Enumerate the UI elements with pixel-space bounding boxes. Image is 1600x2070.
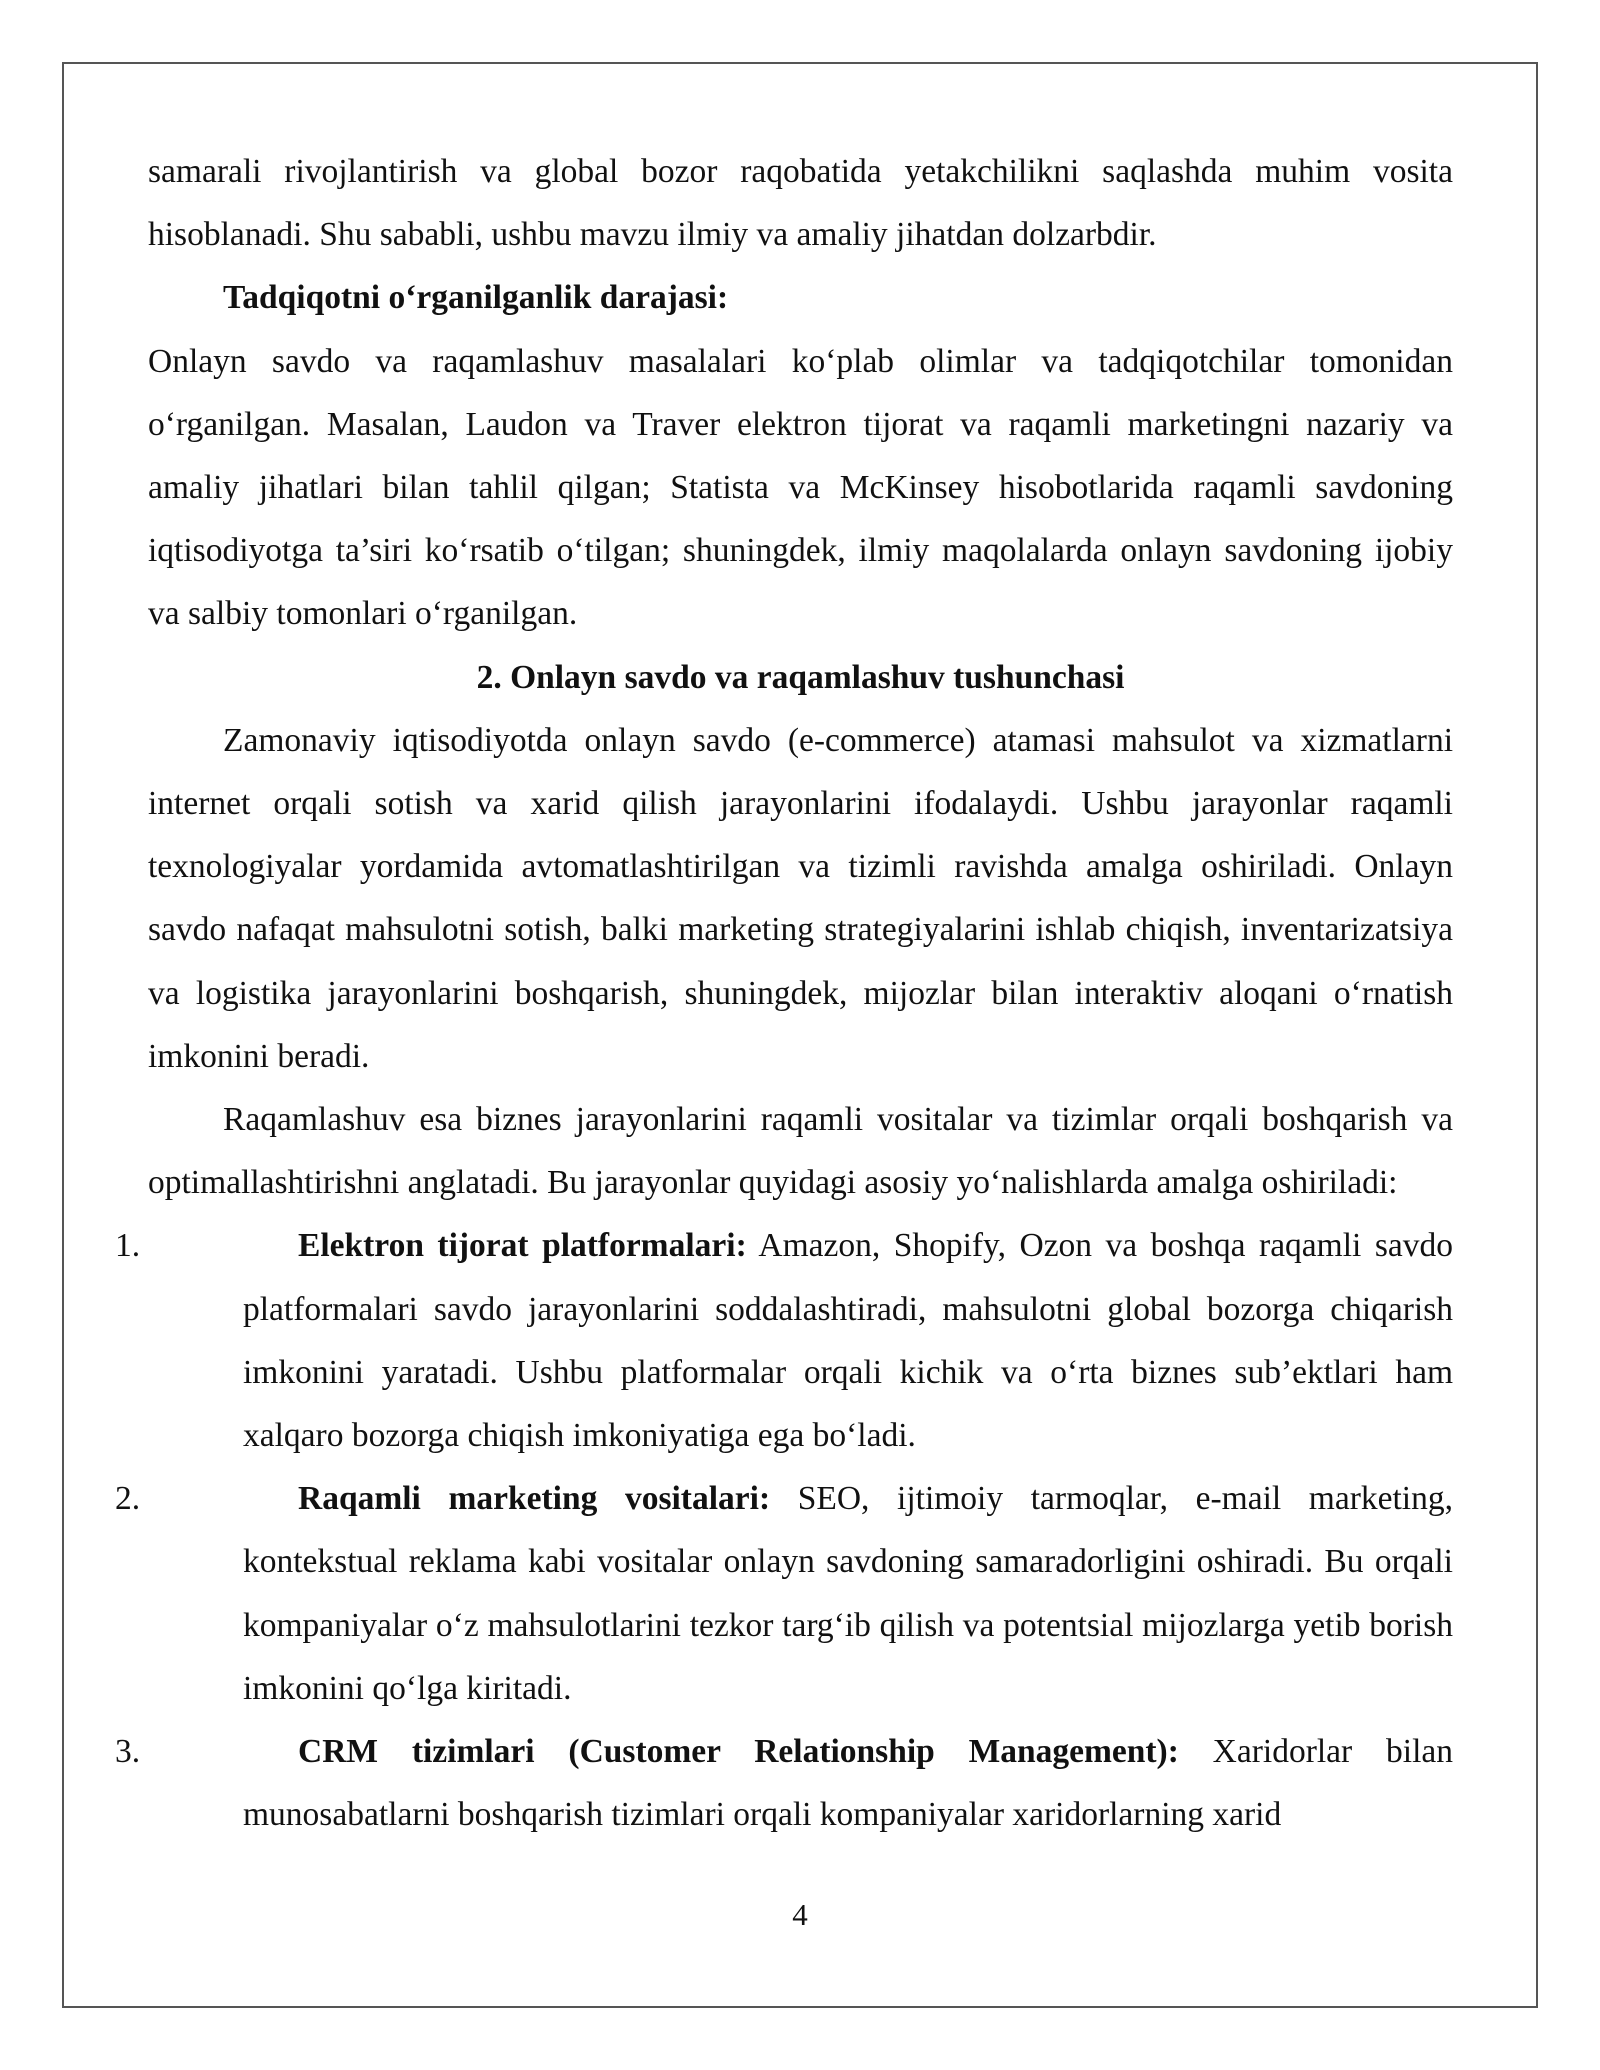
paragraph-research-level: Onlayn savdo va raqamlashuv masalalari ko‘plab olimlar va tadqiqotchilar tomonidan o‘rganilgan. Masalan, Laudon va Traver elektron tijorat va raqamli marketingni nazariy va amaliy jihatlari bilan tahlil qilgan; Statista va McKinsey hisobotlarida raqamli savdoning iqtisodiyotga ta’siri ko‘rsatib o‘tilgan; shuningdek, ilmiy maqolalarda onlayn savdoning ijobiy va salbiy tomonlari o‘rganilgan. [148,342,1453,633]
list-number: 2. [115,1480,141,1518]
list-number: 1. [115,1227,141,1265]
document-body [115,140,1454,1846]
list-item [115,1720,1454,1846]
paragraph-ecommerce-definition: Zamonaviy iqtisodiyotda onlayn savdo (e-commerce) atamasi mahsulot va xizmatlarni internet orqali sotish va xarid qilish jarayonlarini ifodalaydi. Ushbu jarayonlar raqamli texnologiyalar yordamida avtomatlashtirilgan va tizimli ravishda amalga oshiriladi. Onlayn savdo nafaqat mahsulotni sotish, balki marketing strategiyalarini ishlab chiqish, inventarizatsiya va logistika jarayonlarini boshqarish, shuningdek, mijozlar bilan interaktiv aloqani o‘rnatish imkonini beradi. [148,721,1453,1075]
list-item-title: CRM tizimlari (Customer Relationship Management): [298,1733,1179,1771]
list-item-text: Xaridorlar bilan munosabatlarni boshqarish tizimlari orqali kompaniyalar xaridorlarning xarid [243,1733,1454,1834]
paragraph-intro: samarali rivojlantirish va global bozor raqobatida yetakchilikni saqlashda muhim vosita hisoblanadi. Shu sababli, ushbu mavzu ilmiy va amaliy jihatdan dolzarbdir. [148,153,1453,254]
list-item-title: Elektron tijorat platformalari: [298,1227,747,1265]
paragraph-digitalization-definition: Raqamlashuv esa biznes jarayonlarini raqamli vositalar va tizimlar orqali boshqarish va optimallashtirishni anglatadi. Bu jarayonlar quyidagi asosiy yo‘nalishlarda amalga oshiriladi: [148,1101,1453,1202]
list-number: 3. [115,1733,141,1771]
page-number: 4 [792,1897,808,1932]
section-heading-research-level: Tadqiqotni o‘rganilganlik darajasi: [223,279,729,317]
list-item [115,1214,1453,1467]
list-item-text: Amazon, Shopify, Ozon va boshqa raqamli savdo platformalari savdo jarayonlarini soddalashtiradi, mahsulotni global bozorga chiqarish imkonini yaratadi. Ushbu platformalar orqali kichik va o‘rta biznes sub’ektlari ham xalqaro bozorga chiqish imkoniyatiga ega bo‘ladi. [243,1227,1453,1455]
numbered-list [115,1214,1454,1846]
list-item-text: SEO, ijtimoiy tarmoqlar, e-mail marketing, kontekstual reklama kabi vositalar onlayn savdoning samaradorligini oshiradi. Bu orqali kompaniyalar o‘z mahsulotlarini tezkor targ‘ib qilish va potentsial mijozlarga yetib borish imkonini qo‘lga kiritadi. [243,1480,1453,1707]
list-item-title: Raqamli marketing vositalari: [298,1480,771,1518]
section-heading-online-trade: 2. Onlayn savdo va raqamlashuv tushunchasi [476,658,1125,696]
list-item [115,1467,1453,1720]
